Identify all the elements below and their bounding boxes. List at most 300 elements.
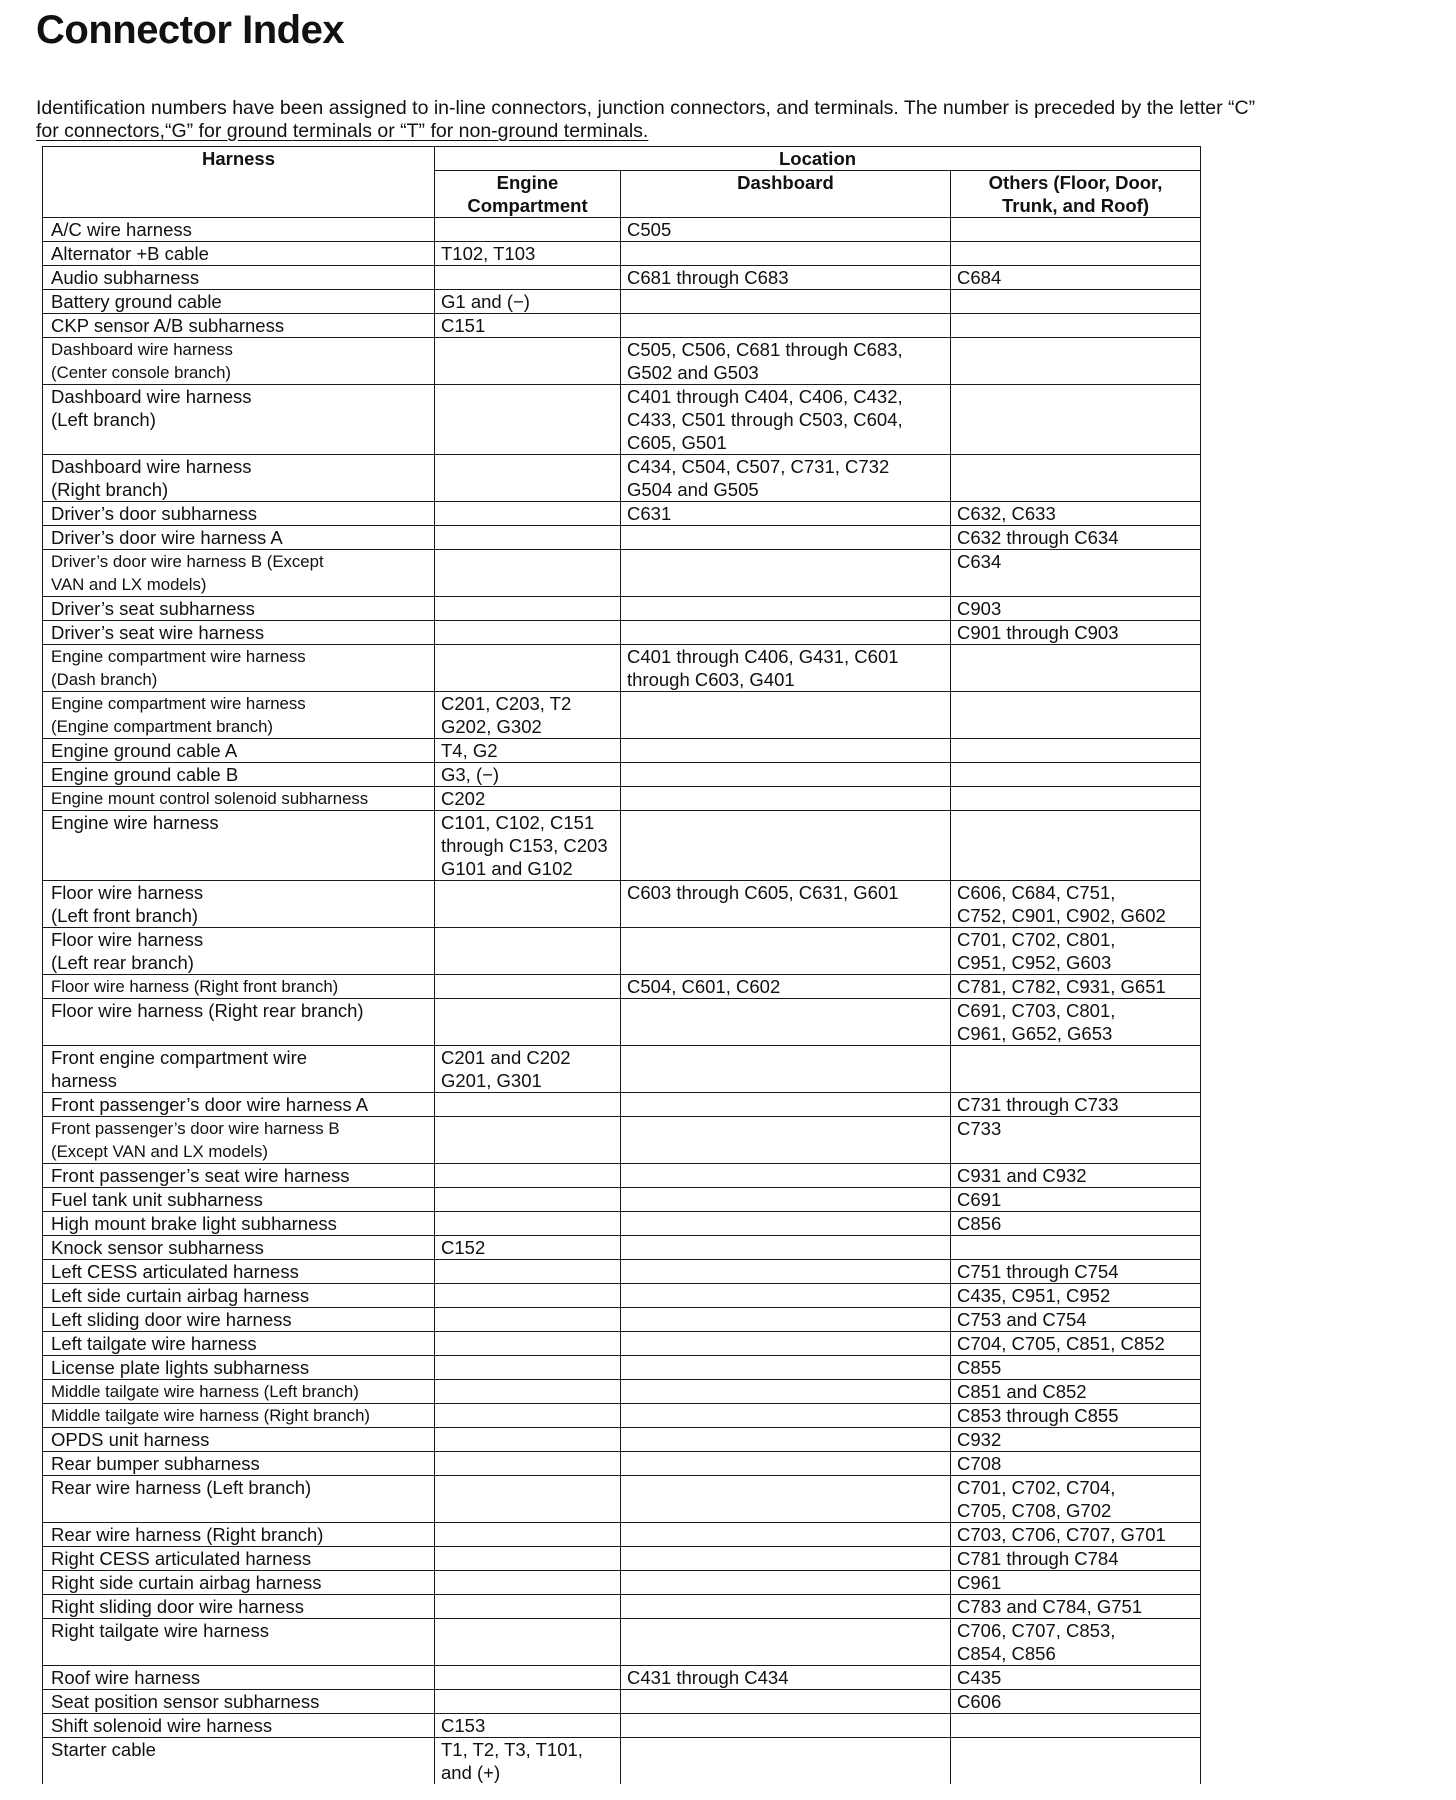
table-row bbox=[43, 1093, 1201, 1117]
others-text: C691, C703, C801, C961, G652, G653 bbox=[957, 1000, 1116, 1044]
harness-text: Middle tailgate wire harness (Left branch) bbox=[51, 1382, 359, 1401]
others-cell bbox=[951, 1332, 1201, 1356]
dashboard-cell bbox=[621, 763, 951, 787]
others-cell bbox=[951, 763, 1201, 787]
dashboard-cell bbox=[621, 1117, 951, 1164]
dashboard-cell bbox=[621, 242, 951, 266]
engine-text: C201, C203, T2 G202, G302 bbox=[441, 693, 572, 737]
harness-text: Front passenger’s door wire harness B (Except VAN and LX models) bbox=[51, 1119, 340, 1161]
dashboard-cell bbox=[621, 314, 951, 338]
harness-text: Middle tailgate wire harness (Right branch) bbox=[51, 1406, 370, 1425]
harness-cell bbox=[43, 1212, 435, 1236]
others-cell bbox=[951, 1714, 1201, 1738]
others-cell bbox=[951, 314, 1201, 338]
others-cell bbox=[951, 1595, 1201, 1619]
engine-cell bbox=[435, 1117, 621, 1164]
table-row bbox=[43, 1260, 1201, 1284]
engine-cell bbox=[435, 1619, 621, 1666]
harness-text: Engine ground cable B bbox=[51, 764, 239, 785]
harness-cell bbox=[43, 1164, 435, 1188]
harness-cell bbox=[43, 621, 435, 645]
engine-cell bbox=[435, 1452, 621, 1476]
engine-cell bbox=[435, 1284, 621, 1308]
others-text: C853 through C855 bbox=[957, 1405, 1119, 1426]
engine-cell bbox=[435, 1714, 621, 1738]
harness-cell bbox=[43, 1428, 435, 1452]
harness-cell bbox=[43, 1404, 435, 1428]
dashboard-cell bbox=[621, 526, 951, 550]
dashboard-cell bbox=[621, 1452, 951, 1476]
dashboard-cell bbox=[621, 1212, 951, 1236]
harness-text: A/C wire harness bbox=[51, 219, 192, 240]
table-row bbox=[43, 1571, 1201, 1595]
engine-cell bbox=[435, 692, 621, 739]
table-row bbox=[43, 1476, 1201, 1523]
harness-text: Starter cable bbox=[51, 1739, 156, 1760]
table-row bbox=[43, 1356, 1201, 1380]
table-row bbox=[43, 550, 1201, 597]
harness-text: Right tailgate wire harness bbox=[51, 1620, 269, 1641]
dashboard-cell bbox=[621, 881, 951, 928]
engine-cell bbox=[435, 787, 621, 811]
engine-text: G3, (−) bbox=[441, 764, 500, 785]
engine-text: C101, C102, C151 through C153, C203 G101 and G102 bbox=[441, 812, 608, 879]
engine-cell bbox=[435, 811, 621, 881]
dashboard-cell bbox=[621, 550, 951, 597]
dashboard-cell bbox=[621, 999, 951, 1046]
dashboard-cell bbox=[621, 811, 951, 881]
engine-cell bbox=[435, 218, 621, 242]
dashboard-text: C505 bbox=[627, 219, 672, 240]
harness-cell bbox=[43, 1284, 435, 1308]
dashboard-cell bbox=[621, 1380, 951, 1404]
dashboard-cell bbox=[621, 928, 951, 975]
dashboard-cell bbox=[621, 1284, 951, 1308]
others-text: C932 bbox=[957, 1429, 1002, 1450]
harness-text: Knock sensor subharness bbox=[51, 1237, 264, 1258]
harness-text: Engine wire harness bbox=[51, 812, 219, 833]
others-cell bbox=[951, 1236, 1201, 1260]
dashboard-cell bbox=[621, 1046, 951, 1093]
harness-text: Floor wire harness (Left rear branch) bbox=[51, 929, 204, 973]
harness-cell bbox=[43, 1188, 435, 1212]
others-text: C783 and C784, G751 bbox=[957, 1596, 1143, 1617]
harness-text: Engine mount control solenoid subharness bbox=[51, 789, 369, 808]
dashboard-cell bbox=[621, 1260, 951, 1284]
dashboard-cell bbox=[621, 787, 951, 811]
harness-cell bbox=[43, 1523, 435, 1547]
harness-cell bbox=[43, 1380, 435, 1404]
harness-cell bbox=[43, 550, 435, 597]
others-cell bbox=[951, 1117, 1201, 1164]
others-cell bbox=[951, 1428, 1201, 1452]
engine-cell bbox=[435, 975, 621, 999]
others-cell bbox=[951, 999, 1201, 1046]
others-text: C781, C782, C931, G651 bbox=[957, 976, 1166, 997]
engine-text: T4, G2 bbox=[441, 740, 498, 761]
harness-text: CKP sensor A/B subharness bbox=[51, 315, 285, 336]
dashboard-cell bbox=[621, 1666, 951, 1690]
others-cell bbox=[951, 1690, 1201, 1714]
harness-cell bbox=[43, 692, 435, 739]
harness-text: Driver’s door wire harness A bbox=[51, 527, 283, 548]
table-row bbox=[43, 1284, 1201, 1308]
table-row bbox=[43, 1404, 1201, 1428]
engine-cell bbox=[435, 385, 621, 455]
connector-index-table bbox=[42, 146, 1201, 1784]
others-cell bbox=[951, 1476, 1201, 1523]
harness-text: Seat position sensor subharness bbox=[51, 1691, 320, 1712]
others-cell bbox=[951, 928, 1201, 975]
harness-text: Dashboard wire harness (Center console branch) bbox=[51, 340, 233, 382]
others-text: C731 through C733 bbox=[957, 1094, 1119, 1115]
harness-text: OPDS unit harness bbox=[51, 1429, 210, 1450]
engine-compartment-header: Engine Compartment bbox=[435, 171, 621, 218]
harness-text: Rear wire harness (Right branch) bbox=[51, 1524, 324, 1545]
engine-text: T1, T2, T3, T101, and (+) bbox=[441, 1739, 583, 1783]
engine-cell bbox=[435, 1547, 621, 1571]
engine-cell bbox=[435, 526, 621, 550]
table-row bbox=[43, 266, 1201, 290]
engine-cell bbox=[435, 290, 621, 314]
engine-cell bbox=[435, 1571, 621, 1595]
others-text: C903 bbox=[957, 598, 1002, 619]
engine-cell bbox=[435, 739, 621, 763]
table-row bbox=[43, 314, 1201, 338]
dashboard-cell bbox=[621, 645, 951, 692]
harness-cell bbox=[43, 266, 435, 290]
harness-cell bbox=[43, 1236, 435, 1260]
harness-cell bbox=[43, 338, 435, 385]
harness-cell bbox=[43, 811, 435, 881]
connector-rows bbox=[43, 218, 1201, 1785]
others-cell bbox=[951, 881, 1201, 928]
engine-cell bbox=[435, 1404, 621, 1428]
others-cell bbox=[951, 385, 1201, 455]
location-header: Location bbox=[435, 147, 1201, 171]
dashboard-text: C504, C601, C602 bbox=[627, 976, 781, 997]
dashboard-cell bbox=[621, 1571, 951, 1595]
dashboard-cell bbox=[621, 1356, 951, 1380]
others-cell bbox=[951, 1547, 1201, 1571]
table-row bbox=[43, 1452, 1201, 1476]
dashboard-cell bbox=[621, 502, 951, 526]
others-text: C634 bbox=[957, 551, 1002, 572]
dashboard-text: C631 bbox=[627, 503, 672, 524]
engine-cell bbox=[435, 1046, 621, 1093]
harness-cell bbox=[43, 928, 435, 975]
others-text: C606 bbox=[957, 1691, 1002, 1712]
others-cell bbox=[951, 1308, 1201, 1332]
page-title: Connector Index bbox=[36, 8, 345, 52]
harness-cell bbox=[43, 975, 435, 999]
others-cell bbox=[951, 1523, 1201, 1547]
engine-cell bbox=[435, 1332, 621, 1356]
table-row bbox=[43, 1714, 1201, 1738]
table-row bbox=[43, 1690, 1201, 1714]
harness-text: Driver’s door wire harness B (Except VAN and LX models) bbox=[51, 552, 324, 594]
harness-text: Dashboard wire harness (Left branch) bbox=[51, 386, 252, 430]
table-row bbox=[43, 1619, 1201, 1666]
table-row bbox=[43, 526, 1201, 550]
engine-cell bbox=[435, 1188, 621, 1212]
others-cell bbox=[951, 1452, 1201, 1476]
harness-text: Floor wire harness (Right front branch) bbox=[51, 977, 339, 996]
others-header: Others (Floor, Door, Trunk, and Roof) bbox=[951, 171, 1201, 218]
others-cell bbox=[951, 739, 1201, 763]
table-row bbox=[43, 1547, 1201, 1571]
others-text: C708 bbox=[957, 1453, 1002, 1474]
dashboard-cell bbox=[621, 385, 951, 455]
table-row bbox=[43, 787, 1201, 811]
engine-cell bbox=[435, 1212, 621, 1236]
dashboard-cell bbox=[621, 1595, 951, 1619]
others-text: C703, C706, C707, G701 bbox=[957, 1524, 1166, 1545]
others-cell bbox=[951, 1164, 1201, 1188]
harness-header: Harness bbox=[43, 147, 435, 218]
engine-cell bbox=[435, 1356, 621, 1380]
harness-cell bbox=[43, 1738, 435, 1785]
others-text: C781 through C784 bbox=[957, 1548, 1119, 1569]
others-text: C684 bbox=[957, 267, 1002, 288]
engine-cell bbox=[435, 999, 621, 1046]
engine-cell bbox=[435, 338, 621, 385]
others-cell bbox=[951, 502, 1201, 526]
others-text: C733 bbox=[957, 1118, 1002, 1139]
table-row bbox=[43, 881, 1201, 928]
dashboard-text: C401 through C406, G431, C601 through C603, G401 bbox=[627, 646, 899, 690]
engine-cell bbox=[435, 1666, 621, 1690]
dashboard-cell bbox=[621, 1236, 951, 1260]
dashboard-cell bbox=[621, 597, 951, 621]
dashboard-text: C505, C506, C681 through C683, G502 and G503 bbox=[627, 339, 903, 383]
others-text: C701, C702, C704, C705, C708, G702 bbox=[957, 1477, 1116, 1521]
others-cell bbox=[951, 550, 1201, 597]
harness-text: Front passenger’s door wire harness A bbox=[51, 1094, 369, 1115]
harness-cell bbox=[43, 455, 435, 502]
table-row bbox=[43, 502, 1201, 526]
table-row bbox=[43, 1188, 1201, 1212]
others-text: C931 and C932 bbox=[957, 1165, 1087, 1186]
harness-cell bbox=[43, 1260, 435, 1284]
harness-text: Engine compartment wire harness (Engine compartment branch) bbox=[51, 694, 306, 736]
harness-cell bbox=[43, 1666, 435, 1690]
harness-cell bbox=[43, 218, 435, 242]
table-row bbox=[43, 621, 1201, 645]
dashboard-cell bbox=[621, 1476, 951, 1523]
table-row bbox=[43, 1332, 1201, 1356]
table-row bbox=[43, 1738, 1201, 1785]
engine-cell bbox=[435, 1428, 621, 1452]
harness-text: Driver’s door subharness bbox=[51, 503, 257, 524]
dashboard-text: C434, C504, C507, C731, C732 G504 and G505 bbox=[627, 456, 890, 500]
table-row bbox=[43, 218, 1201, 242]
dashboard-cell bbox=[621, 621, 951, 645]
table-row bbox=[43, 999, 1201, 1046]
harness-cell bbox=[43, 1595, 435, 1619]
engine-cell bbox=[435, 1093, 621, 1117]
harness-text: Rear bumper subharness bbox=[51, 1453, 260, 1474]
others-cell bbox=[951, 811, 1201, 881]
engine-cell bbox=[435, 502, 621, 526]
dashboard-cell bbox=[621, 1332, 951, 1356]
dashboard-cell bbox=[621, 692, 951, 739]
others-cell bbox=[951, 218, 1201, 242]
others-text: C435, C951, C952 bbox=[957, 1285, 1111, 1306]
harness-cell bbox=[43, 1476, 435, 1523]
table-row bbox=[43, 1164, 1201, 1188]
intro-line-2: for connectors,“G” for ground terminals or “T” for non-ground terminals. bbox=[36, 120, 649, 142]
others-cell bbox=[951, 1666, 1201, 1690]
harness-cell bbox=[43, 1690, 435, 1714]
others-text: C901 through C903 bbox=[957, 622, 1119, 643]
others-cell bbox=[951, 692, 1201, 739]
harness-text: Right CESS articulated harness bbox=[51, 1548, 312, 1569]
others-text: C606, C684, C751, C752, C901, C902, G602 bbox=[957, 882, 1166, 926]
harness-cell bbox=[43, 881, 435, 928]
others-cell bbox=[951, 1619, 1201, 1666]
others-cell bbox=[951, 1738, 1201, 1785]
others-cell bbox=[951, 1046, 1201, 1093]
dashboard-cell bbox=[621, 1404, 951, 1428]
harness-text: Left sliding door wire harness bbox=[51, 1309, 292, 1330]
harness-cell bbox=[43, 1332, 435, 1356]
engine-cell bbox=[435, 597, 621, 621]
others-cell bbox=[951, 1380, 1201, 1404]
others-text: C435 bbox=[957, 1667, 1002, 1688]
others-text: C691 bbox=[957, 1189, 1002, 1210]
harness-text: Fuel tank unit subharness bbox=[51, 1189, 263, 1210]
others-cell bbox=[951, 1356, 1201, 1380]
harness-text: Driver’s seat subharness bbox=[51, 598, 255, 619]
engine-cell bbox=[435, 242, 621, 266]
engine-text: C153 bbox=[441, 1715, 486, 1736]
harness-cell bbox=[43, 1093, 435, 1117]
others-cell bbox=[951, 290, 1201, 314]
dashboard-text: C431 through C434 bbox=[627, 1667, 789, 1688]
header-row-1 bbox=[43, 147, 1201, 171]
table-row bbox=[43, 645, 1201, 692]
dashboard-cell bbox=[621, 338, 951, 385]
dashboard-text: C401 through C404, C406, C432, C433, C501 through C503, C604, C605, G501 bbox=[627, 386, 903, 453]
harness-cell bbox=[43, 1571, 435, 1595]
engine-cell bbox=[435, 621, 621, 645]
harness-text: Alternator +B cable bbox=[51, 243, 209, 264]
others-cell bbox=[951, 526, 1201, 550]
intro-line-1: Identification numbers have been assigned to in-line connectors, junction connectors, and terminals. The number is preceded by the letter “C” bbox=[36, 97, 1256, 119]
others-cell bbox=[951, 975, 1201, 999]
others-cell bbox=[951, 787, 1201, 811]
table-row bbox=[43, 1212, 1201, 1236]
others-cell bbox=[951, 1188, 1201, 1212]
engine-cell bbox=[435, 881, 621, 928]
engine-cell bbox=[435, 1595, 621, 1619]
harness-text: Audio subharness bbox=[51, 267, 200, 288]
harness-text: Left tailgate wire harness bbox=[51, 1333, 257, 1354]
engine-cell bbox=[435, 1523, 621, 1547]
harness-cell bbox=[43, 314, 435, 338]
others-text: C961 bbox=[957, 1572, 1002, 1593]
others-cell bbox=[951, 1260, 1201, 1284]
engine-cell bbox=[435, 1236, 621, 1260]
harness-cell bbox=[43, 739, 435, 763]
others-cell bbox=[951, 621, 1201, 645]
dashboard-cell bbox=[621, 1547, 951, 1571]
harness-text: Front passenger’s seat wire harness bbox=[51, 1165, 350, 1186]
table-row bbox=[43, 928, 1201, 975]
harness-cell bbox=[43, 597, 435, 621]
table-row bbox=[43, 242, 1201, 266]
harness-cell bbox=[43, 999, 435, 1046]
engine-text: T102, T103 bbox=[441, 243, 536, 264]
others-text: C706, C707, C853, C854, C856 bbox=[957, 1620, 1116, 1664]
others-text: C632, C633 bbox=[957, 503, 1056, 524]
harness-cell bbox=[43, 1117, 435, 1164]
others-text: C632 through C634 bbox=[957, 527, 1119, 548]
table-row bbox=[43, 338, 1201, 385]
others-cell bbox=[951, 597, 1201, 621]
dashboard-cell bbox=[621, 1428, 951, 1452]
harness-text: Left side curtain airbag harness bbox=[51, 1285, 310, 1306]
harness-text: License plate lights subharness bbox=[51, 1357, 310, 1378]
engine-text: C202 bbox=[441, 788, 486, 809]
table-row bbox=[43, 1523, 1201, 1547]
harness-cell bbox=[43, 1714, 435, 1738]
harness-cell bbox=[43, 385, 435, 455]
dashboard-text: C603 through C605, C631, G601 bbox=[627, 882, 899, 903]
table-row bbox=[43, 1666, 1201, 1690]
harness-cell bbox=[43, 1046, 435, 1093]
harness-cell bbox=[43, 1452, 435, 1476]
engine-text: C201 and C202 G201, G301 bbox=[441, 1047, 571, 1091]
table-row bbox=[43, 1595, 1201, 1619]
engine-cell bbox=[435, 455, 621, 502]
dashboard-cell bbox=[621, 1619, 951, 1666]
harness-text: High mount brake light subharness bbox=[51, 1213, 337, 1234]
engine-text: C151 bbox=[441, 315, 486, 336]
others-text: C751 through C754 bbox=[957, 1261, 1119, 1282]
engine-text: C152 bbox=[441, 1237, 486, 1258]
harness-text: Engine compartment wire harness (Dash branch) bbox=[51, 647, 306, 689]
engine-cell bbox=[435, 1738, 621, 1785]
harness-cell bbox=[43, 1619, 435, 1666]
dashboard-cell bbox=[621, 1164, 951, 1188]
table-row bbox=[43, 597, 1201, 621]
harness-text: Roof wire harness bbox=[51, 1667, 201, 1688]
harness-cell bbox=[43, 242, 435, 266]
harness-text: Right sliding door wire harness bbox=[51, 1596, 304, 1617]
engine-cell bbox=[435, 1690, 621, 1714]
harness-cell bbox=[43, 502, 435, 526]
others-cell bbox=[951, 242, 1201, 266]
dashboard-cell bbox=[621, 975, 951, 999]
dashboard-cell bbox=[621, 266, 951, 290]
dashboard-cell bbox=[621, 1714, 951, 1738]
harness-text: Rear wire harness (Left branch) bbox=[51, 1477, 312, 1498]
harness-text: Shift solenoid wire harness bbox=[51, 1715, 273, 1736]
dashboard-cell bbox=[621, 218, 951, 242]
engine-cell bbox=[435, 928, 621, 975]
engine-cell bbox=[435, 1260, 621, 1284]
dashboard-cell bbox=[621, 1188, 951, 1212]
table-row bbox=[43, 385, 1201, 455]
table-row bbox=[43, 1428, 1201, 1452]
table-row bbox=[43, 1380, 1201, 1404]
others-text: C856 bbox=[957, 1213, 1002, 1234]
harness-text: Dashboard wire harness (Right branch) bbox=[51, 456, 252, 500]
dashboard-cell bbox=[621, 1308, 951, 1332]
table-row bbox=[43, 1236, 1201, 1260]
